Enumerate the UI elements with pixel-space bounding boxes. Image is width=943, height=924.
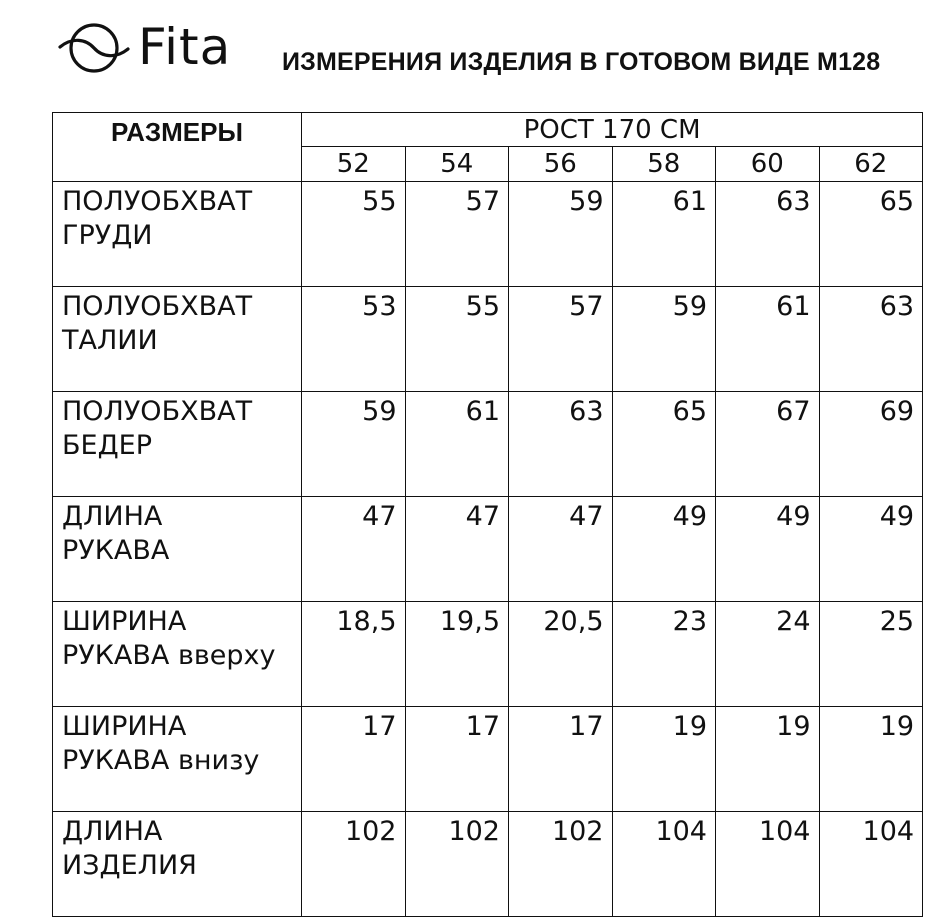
value-cell: 18,5 (302, 602, 406, 707)
value-cell: 23 (612, 602, 716, 707)
value-cell: 59 (509, 182, 613, 287)
value-cell: 19 (716, 707, 820, 812)
measurement-label (53, 707, 302, 812)
value-cell: 61 (405, 392, 509, 497)
value-cell: 49 (612, 497, 716, 602)
value-cell: 63 (509, 392, 613, 497)
measurement-label-line: РУКАВА (62, 535, 170, 566)
value-cell: 59 (302, 392, 406, 497)
value-cell: 102 (405, 812, 509, 917)
table-row (53, 707, 923, 812)
growth-header: РОСТ 170 СМ (302, 113, 923, 147)
value-cell: 19 (819, 707, 923, 812)
size-header-cell: 56 (509, 147, 613, 182)
size-header-cell: 52 (302, 147, 406, 182)
measurement-label (53, 287, 302, 392)
value-cell: 24 (716, 602, 820, 707)
value-cell: 57 (405, 182, 509, 287)
size-header-cell: 60 (716, 147, 820, 182)
brand-logo (58, 12, 231, 82)
value-cell: 49 (819, 497, 923, 602)
value-cell: 17 (509, 707, 613, 812)
measurement-label (53, 812, 302, 917)
table-row (53, 287, 923, 392)
value-cell: 102 (509, 812, 613, 917)
value-cell: 61 (716, 287, 820, 392)
value-cell: 47 (405, 497, 509, 602)
table-row (53, 497, 923, 602)
value-cell: 67 (716, 392, 820, 497)
measurement-label-line: БЕДЕР (62, 430, 153, 461)
measurement-label-line: ПОЛУОБХВАТ (62, 291, 253, 322)
value-cell: 63 (716, 182, 820, 287)
value-cell: 61 (612, 182, 716, 287)
value-cell: 47 (509, 497, 613, 602)
value-cell: 25 (819, 602, 923, 707)
measurement-label (53, 497, 302, 602)
value-cell: 19,5 (405, 602, 509, 707)
value-cell: 49 (716, 497, 820, 602)
measurement-label (53, 602, 302, 707)
value-cell: 104 (819, 812, 923, 917)
measurement-label-line: РУКАВА вверху (62, 640, 276, 671)
measurement-label-line: ДЛИНА (62, 501, 163, 532)
value-cell: 20,5 (509, 602, 613, 707)
measurement-label-line: ДЛИНА (62, 816, 163, 847)
size-measurements-table (52, 112, 923, 917)
measurement-label-line: РУКАВА внизу (62, 745, 260, 776)
size-header-cell: 54 (405, 147, 509, 182)
fita-theta-logo-icon (58, 15, 130, 79)
measurement-label-line: ПОЛУОБХВАТ (62, 396, 253, 427)
value-cell: 63 (819, 287, 923, 392)
measurement-label-line: ПОЛУОБХВАТ (62, 186, 253, 217)
size-header-cell: 58 (612, 147, 716, 182)
value-cell: 55 (405, 287, 509, 392)
sizes-header: РАЗМЕРЫ (53, 113, 302, 182)
table-row (53, 392, 923, 497)
value-cell: 102 (302, 812, 406, 917)
value-cell: 55 (302, 182, 406, 287)
measurement-label-line: ТАЛИИ (62, 325, 158, 356)
value-cell: 104 (612, 812, 716, 917)
measurement-label-line: ШИРИНА (62, 711, 187, 742)
table-row (53, 182, 923, 287)
measurement-label-line: ШИРИНА (62, 606, 187, 637)
value-cell: 47 (302, 497, 406, 602)
value-cell: 69 (819, 392, 923, 497)
document-title: ИЗМЕРЕНИЯ ИЗДЕЛИЯ В ГОТОВОМ ВИДЕ М128 (282, 48, 881, 76)
value-cell: 104 (716, 812, 820, 917)
size-header-cell: 62 (819, 147, 923, 182)
value-cell: 19 (612, 707, 716, 812)
table-row (53, 812, 923, 917)
brand-name: Fita (138, 18, 232, 76)
table-row (53, 602, 923, 707)
value-cell: 59 (612, 287, 716, 392)
value-cell: 65 (612, 392, 716, 497)
value-cell: 57 (509, 287, 613, 392)
measurement-label-line: ИЗДЕЛИЯ (62, 850, 197, 881)
measurement-label (53, 182, 302, 287)
value-cell: 17 (405, 707, 509, 812)
measurement-label-line: ГРУДИ (62, 220, 153, 251)
value-cell: 17 (302, 707, 406, 812)
value-cell: 65 (819, 182, 923, 287)
value-cell: 53 (302, 287, 406, 392)
measurement-label (53, 392, 302, 497)
